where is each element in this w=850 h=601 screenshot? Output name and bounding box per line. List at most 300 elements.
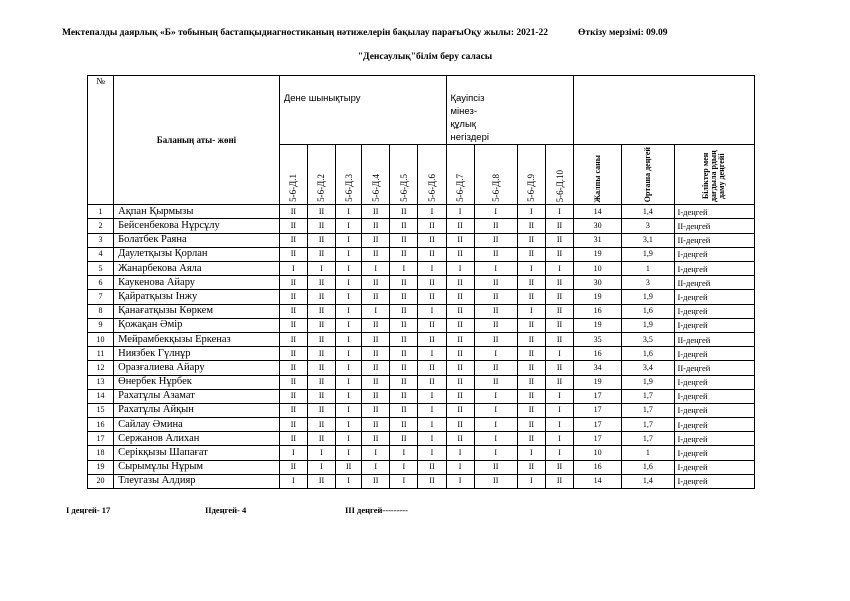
level-cell: II-деңгей (674, 332, 755, 346)
mark-cell: II (545, 219, 573, 233)
mark-cell: II (390, 247, 418, 261)
footer-level3-count: III деңгей--------- (345, 505, 408, 515)
mark-cell: II (545, 304, 573, 318)
mark-cell: II (418, 375, 446, 389)
mark-cell: I (390, 446, 418, 460)
child-name: Болатбек Раяна (114, 233, 280, 247)
header-summary-blank (574, 76, 755, 145)
mark-cell: II (474, 375, 517, 389)
header-code-label: 5-6-Д.6 (426, 174, 437, 203)
level-cell: I-деңгей (674, 403, 755, 417)
mark-cell: II (517, 233, 545, 247)
mark-cell: II (279, 233, 307, 247)
mark-cell: II (279, 389, 307, 403)
mark-cell: I (336, 276, 362, 290)
row-number: 5 (88, 262, 114, 276)
table-row (88, 290, 755, 304)
header-level-label: Біліктер мен дағдыла рдың даму деңгейі (701, 150, 727, 203)
average-cell: 3 (622, 219, 674, 233)
mark-cell: I (545, 432, 573, 446)
table-row (88, 375, 755, 389)
mark-cell: I (336, 474, 362, 488)
average-cell: 1,6 (622, 460, 674, 474)
total-cell: 16 (574, 460, 622, 474)
level-cell: I-деңгей (674, 418, 755, 432)
mark-cell: II (362, 347, 390, 361)
mark-cell: II (307, 432, 335, 446)
header-total-label: Жалпы саны (593, 154, 603, 203)
row-number: 7 (88, 290, 114, 304)
mark-cell: II (418, 219, 446, 233)
mark-cell: I (545, 262, 573, 276)
mark-cell: I (418, 205, 446, 219)
header-code-3 (336, 145, 362, 205)
title-date: Өткізу мерзімі: 09.09 (578, 28, 668, 38)
child-name: Қайратқызы Інжу (114, 290, 280, 304)
total-cell: 34 (574, 361, 622, 375)
assessment-table (87, 75, 755, 489)
header-code-label: 5-6-Д.8 (490, 174, 501, 203)
mark-cell: II (418, 318, 446, 332)
row-number: 12 (88, 361, 114, 375)
average-cell: 3,4 (622, 361, 674, 375)
mark-cell: I (336, 432, 362, 446)
mark-cell: II (279, 290, 307, 304)
mark-cell: II (279, 276, 307, 290)
average-cell: 1,9 (622, 318, 674, 332)
mark-cell: II (517, 403, 545, 417)
level-cell: I-деңгей (674, 304, 755, 318)
total-cell: 31 (574, 233, 622, 247)
mark-cell: II (474, 276, 517, 290)
row-number: 2 (88, 219, 114, 233)
level-cell: I-деңгей (674, 318, 755, 332)
mark-cell: II (307, 474, 335, 488)
child-name: Даулетқызы Қорлан (114, 247, 280, 261)
mark-cell: I (336, 233, 362, 247)
header-number: № (88, 76, 114, 205)
average-cell: 1,6 (622, 304, 674, 318)
header-group-physical: Дене шынықтыру (279, 76, 446, 145)
mark-cell: II (279, 219, 307, 233)
row-number: 16 (88, 418, 114, 432)
mark-cell: II (362, 432, 390, 446)
document-title (62, 28, 668, 38)
table-row (88, 304, 755, 318)
header-code-6 (418, 145, 446, 205)
child-name: Жанарбекова Аяла (114, 262, 280, 276)
child-name: Рахатұлы Азамат (114, 389, 280, 403)
mark-cell: II (307, 347, 335, 361)
header-safety-line1: Қауіпсіз (450, 93, 485, 104)
mark-cell: II (307, 375, 335, 389)
row-number: 9 (88, 318, 114, 332)
average-cell: 1,9 (622, 290, 674, 304)
mark-cell: II (446, 332, 474, 346)
mark-cell: II (517, 332, 545, 346)
row-number: 18 (88, 446, 114, 460)
mark-cell: I (446, 474, 474, 488)
row-number: 1 (88, 205, 114, 219)
table-row (88, 205, 755, 219)
mark-cell: II (307, 219, 335, 233)
mark-cell: II (517, 347, 545, 361)
mark-cell: II (362, 418, 390, 432)
mark-cell: I (418, 403, 446, 417)
mark-cell: II (474, 474, 517, 488)
mark-cell: II (307, 332, 335, 346)
mark-cell: II (390, 347, 418, 361)
mark-cell: II (545, 375, 573, 389)
mark-cell: I (418, 418, 446, 432)
mark-cell: II (446, 432, 474, 446)
mark-cell: II (307, 389, 335, 403)
mark-cell: I (446, 262, 474, 276)
mark-cell: I (336, 262, 362, 276)
mark-cell: I (418, 432, 446, 446)
mark-cell: II (517, 276, 545, 290)
mark-cell: II (362, 276, 390, 290)
mark-cell: II (517, 361, 545, 375)
mark-cell: I (336, 219, 362, 233)
average-cell: 3 (622, 276, 674, 290)
header-average-label: Орташа деңгей (643, 147, 653, 203)
level-cell: I-деңгей (674, 262, 755, 276)
mark-cell: I (336, 389, 362, 403)
mark-cell: II (517, 318, 545, 332)
header-code-label: 5-6-Д.5 (398, 174, 409, 203)
level-cell: I-деңгей (674, 432, 755, 446)
mark-cell: II (474, 219, 517, 233)
mark-cell: I (307, 262, 335, 276)
mark-cell: II (517, 418, 545, 432)
header-code-5 (390, 145, 418, 205)
mark-cell: II (474, 460, 517, 474)
footer-level2-count: IIдеңгей- 4 (205, 505, 247, 515)
average-cell: 1,7 (622, 389, 674, 403)
mark-cell: I (390, 474, 418, 488)
mark-cell: II (362, 290, 390, 304)
mark-cell: I (517, 474, 545, 488)
header-total (574, 145, 622, 205)
average-cell: 1 (622, 262, 674, 276)
mark-cell: II (390, 418, 418, 432)
mark-cell: I (418, 389, 446, 403)
table-row (88, 389, 755, 403)
mark-cell: II (390, 219, 418, 233)
mark-cell: II (545, 290, 573, 304)
mark-cell: II (307, 418, 335, 432)
mark-cell: II (362, 375, 390, 389)
mark-cell: II (336, 460, 362, 474)
header-average (622, 145, 674, 205)
mark-cell: II (362, 474, 390, 488)
row-number: 19 (88, 460, 114, 474)
mark-cell: II (474, 233, 517, 247)
mark-cell: II (545, 474, 573, 488)
header-safety-line2: мінез- (450, 106, 477, 117)
mark-cell: II (279, 304, 307, 318)
mark-cell: I (418, 304, 446, 318)
header-code-9 (517, 145, 545, 205)
average-cell: 1,7 (622, 432, 674, 446)
table-row (88, 446, 755, 460)
mark-cell: I (545, 418, 573, 432)
mark-cell: II (279, 418, 307, 432)
row-number: 4 (88, 247, 114, 261)
mark-cell: II (517, 290, 545, 304)
mark-cell: II (545, 332, 573, 346)
average-cell: 1,4 (622, 474, 674, 488)
row-number: 8 (88, 304, 114, 318)
header-code-label: 5-6-Д.2 (316, 174, 327, 203)
level-cell: I-деңгей (674, 247, 755, 261)
table-row (88, 403, 755, 417)
header-code-2 (307, 145, 335, 205)
level-cell: I-деңгей (674, 446, 755, 460)
mark-cell: I (362, 460, 390, 474)
mark-cell: II (446, 347, 474, 361)
table-row (88, 318, 755, 332)
mark-cell: II (362, 205, 390, 219)
mark-cell: II (474, 247, 517, 261)
mark-cell: II (446, 304, 474, 318)
header-code-label: 5-6-Д.3 (343, 174, 354, 203)
mark-cell: II (446, 233, 474, 247)
total-cell: 17 (574, 418, 622, 432)
mark-cell: II (279, 318, 307, 332)
mark-cell: II (390, 375, 418, 389)
mark-cell: II (390, 205, 418, 219)
total-cell: 16 (574, 304, 622, 318)
mark-cell: II (418, 474, 446, 488)
child-name: Серікқызы Шапағат (114, 446, 280, 460)
mark-cell: II (545, 361, 573, 375)
mark-cell: II (474, 290, 517, 304)
mark-cell: II (446, 276, 474, 290)
row-number: 6 (88, 276, 114, 290)
mark-cell: II (307, 205, 335, 219)
mark-cell: I (418, 347, 446, 361)
table-row (88, 247, 755, 261)
mark-cell: II (517, 389, 545, 403)
level-cell: I-деңгей (674, 347, 755, 361)
header-child-name: Баланың аты- жөні (114, 76, 280, 205)
mark-cell: II (279, 347, 307, 361)
mark-cell: II (390, 290, 418, 304)
mark-cell: II (517, 460, 545, 474)
mark-cell: II (362, 389, 390, 403)
average-cell: 1 (622, 446, 674, 460)
total-cell: 14 (574, 474, 622, 488)
mark-cell: II (390, 304, 418, 318)
mark-cell: I (418, 446, 446, 460)
total-cell: 19 (574, 318, 622, 332)
mark-cell: II (446, 290, 474, 304)
row-number: 14 (88, 389, 114, 403)
mark-cell: II (307, 290, 335, 304)
mark-cell: I (336, 446, 362, 460)
mark-cell: I (545, 403, 573, 417)
mark-cell: II (446, 375, 474, 389)
level-cell: I-деңгей (674, 375, 755, 389)
mark-cell: II (446, 418, 474, 432)
table-row (88, 460, 755, 474)
total-cell: 30 (574, 219, 622, 233)
mark-cell: II (362, 318, 390, 332)
header-code-10 (545, 145, 573, 205)
mark-cell: I (474, 418, 517, 432)
mark-cell: II (362, 403, 390, 417)
child-name: Тлеугазы Алдияр (114, 474, 280, 488)
mark-cell: I (390, 460, 418, 474)
mark-cell: I (336, 375, 362, 389)
mark-cell: II (362, 361, 390, 375)
mark-cell: II (418, 361, 446, 375)
mark-cell: II (446, 389, 474, 403)
mark-cell: I (446, 460, 474, 474)
mark-cell: II (545, 318, 573, 332)
level-cell: II-деңгей (674, 219, 755, 233)
total-cell: 17 (574, 389, 622, 403)
mark-cell: II (545, 233, 573, 247)
mark-cell: II (390, 389, 418, 403)
mark-cell: I (517, 446, 545, 460)
mark-cell: I (362, 304, 390, 318)
header-code-label: 5-6-Д.1 (288, 174, 299, 203)
child-name: Ақпан Қырмызы (114, 205, 280, 219)
mark-cell: II (279, 375, 307, 389)
average-cell: 1,6 (622, 347, 674, 361)
mark-cell: II (545, 276, 573, 290)
document-subtitle: "Денсаулық"білім беру саласы (357, 52, 493, 62)
mark-cell: II (446, 361, 474, 375)
child-name: Сырымұлы Нұрым (114, 460, 280, 474)
mark-cell: II (390, 432, 418, 446)
table-row (88, 361, 755, 375)
mark-cell: I (517, 304, 545, 318)
mark-cell: I (336, 318, 362, 332)
mark-cell: II (279, 361, 307, 375)
mark-cell: II (446, 403, 474, 417)
mark-cell: I (474, 389, 517, 403)
mark-cell: II (390, 403, 418, 417)
mark-cell: I (474, 403, 517, 417)
table-row (88, 276, 755, 290)
table-row (88, 474, 755, 488)
average-cell: 1,9 (622, 247, 674, 261)
mark-cell: I (474, 347, 517, 361)
mark-cell: I (517, 262, 545, 276)
mark-cell: I (336, 418, 362, 432)
mark-cell: II (418, 276, 446, 290)
mark-cell: II (307, 318, 335, 332)
mark-cell: II (390, 233, 418, 247)
mark-cell: II (517, 375, 545, 389)
mark-cell: I (474, 446, 517, 460)
total-cell: 30 (574, 276, 622, 290)
mark-cell: II (307, 233, 335, 247)
average-cell: 1,7 (622, 403, 674, 417)
average-cell: 1,4 (622, 205, 674, 219)
mark-cell: I (545, 205, 573, 219)
mark-cell: I (336, 332, 362, 346)
level-cell: I-деңгей (674, 389, 755, 403)
row-number: 15 (88, 403, 114, 417)
level-cell: II-деңгей (674, 361, 755, 375)
child-name: Сайлау Әмина (114, 418, 280, 432)
mark-cell: I (390, 262, 418, 276)
mark-cell: I (474, 205, 517, 219)
mark-cell: I (545, 389, 573, 403)
mark-cell: I (446, 205, 474, 219)
row-number: 20 (88, 474, 114, 488)
header-level (674, 145, 755, 205)
mark-cell: II (307, 361, 335, 375)
level-cell: I-деңгей (674, 474, 755, 488)
table-body (88, 205, 755, 489)
mark-cell: II (545, 460, 573, 474)
child-name: Сержанов Алихан (114, 432, 280, 446)
table-row (88, 347, 755, 361)
child-name: Оразғалиева Айару (114, 361, 280, 375)
level-cell: I-деңгей (674, 460, 755, 474)
row-number: 11 (88, 347, 114, 361)
level-cell: I-деңгей (674, 205, 755, 219)
header-code-label: 5-6-Д.9 (526, 174, 537, 203)
total-cell: 19 (574, 290, 622, 304)
total-cell: 17 (574, 432, 622, 446)
mark-cell: I (336, 403, 362, 417)
mark-cell: I (336, 361, 362, 375)
mark-cell: I (446, 446, 474, 460)
mark-cell: II (307, 276, 335, 290)
mark-cell: II (362, 332, 390, 346)
mark-cell: I (474, 432, 517, 446)
mark-cell: II (390, 276, 418, 290)
child-name: Бейсенбекова Нұрсұлу (114, 219, 280, 233)
mark-cell: I (362, 446, 390, 460)
header-safety-line3: құлық (450, 119, 476, 130)
mark-cell: I (545, 446, 573, 460)
row-number: 13 (88, 375, 114, 389)
mark-cell: II (418, 290, 446, 304)
mark-cell: I (336, 304, 362, 318)
child-name: Қанағатқызы Көркем (114, 304, 280, 318)
average-cell: 3,5 (622, 332, 674, 346)
total-cell: 19 (574, 375, 622, 389)
mark-cell: I (474, 262, 517, 276)
mark-cell: II (446, 247, 474, 261)
table-row (88, 262, 755, 276)
mark-cell: II (307, 403, 335, 417)
mark-cell: II (474, 332, 517, 346)
total-cell: 35 (574, 332, 622, 346)
mark-cell: II (279, 205, 307, 219)
header-code-7 (446, 145, 474, 205)
header-safety-line4: негіздері (450, 132, 489, 143)
mark-cell: II (474, 318, 517, 332)
mark-cell: II (279, 432, 307, 446)
header-row-top (88, 76, 755, 145)
child-name: Ниязбек Гүлнұр (114, 347, 280, 361)
title-main: Мектепалды даярлық «Б» тобының бастапқыдиагностиканың нәтижелерін бақылау парағыОқу жылы: 2021-22 (62, 28, 549, 38)
average-cell: 1,9 (622, 375, 674, 389)
total-cell: 17 (574, 403, 622, 417)
header-code-8 (474, 145, 517, 205)
level-cell: II-деңгей (674, 233, 755, 247)
header-code-4 (362, 145, 390, 205)
